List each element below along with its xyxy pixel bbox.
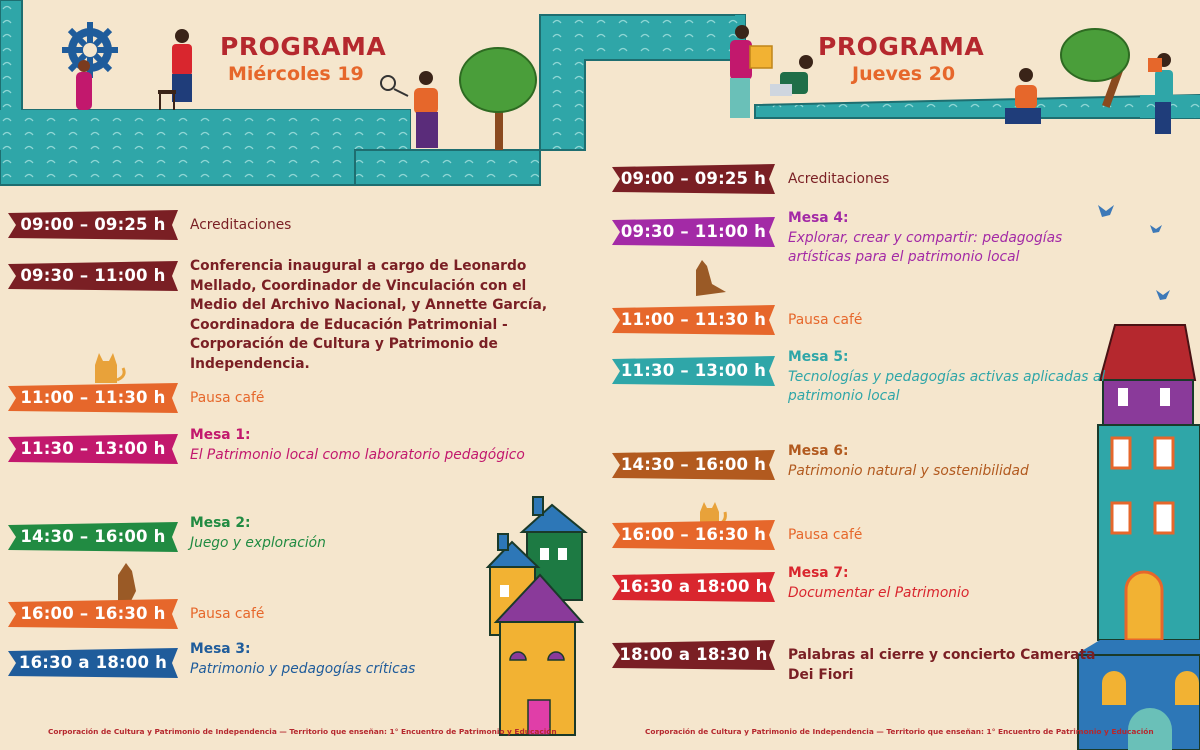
time-label: 16:00 – 16:30 h: [20, 604, 166, 623]
session-description: Pausa café: [788, 527, 863, 543]
session-text: [788, 526, 1118, 546]
session-subtitle: Documentar el Patrimonio: [788, 584, 970, 601]
session-title: Mesa 1:: [190, 427, 251, 443]
session-title: Mesa 5:: [788, 349, 849, 365]
session-description: Pausa café: [190, 606, 265, 622]
time-badge: [612, 305, 775, 335]
time-badge: [8, 648, 178, 678]
session-text: [788, 646, 1118, 685]
day1-heading: [220, 32, 386, 85]
time-badge: [612, 164, 775, 194]
time-label: 11:00 – 11:30 h: [620, 310, 767, 329]
footer-right: Corporación de Cultura y Patrimonio de Independencia — Territorio que enseñan: 1° Encuentro de Patrimonio y Educación: [645, 727, 1154, 736]
session-title: Mesa 7:: [788, 565, 849, 581]
session-description: Acreditaciones: [190, 217, 292, 233]
time-label: 14:30 – 16:00 h: [620, 455, 767, 474]
time-badge: [612, 217, 775, 247]
time-label: 09:30 – 11:00 h: [20, 266, 166, 285]
time-badge: [8, 383, 178, 413]
time-label: 09:00 – 09:25 h: [20, 215, 166, 234]
time-badge: [612, 450, 775, 480]
time-badge: [8, 599, 178, 629]
session-title: Mesa 4:: [788, 210, 849, 226]
session-description: Acreditaciones: [788, 171, 890, 187]
time-badge: [8, 261, 178, 291]
time-badge: [8, 522, 178, 552]
time-label: 16:30 a 18:00 h: [619, 577, 768, 596]
time-label: 16:00 – 16:30 h: [620, 525, 767, 544]
session-text: [788, 564, 1118, 603]
session-subtitle: Patrimonio natural y sostenibilidad: [788, 462, 1029, 479]
footer-left: Corporación de Cultura y Patrimonio de Independencia — Territorio que enseñan: 1° Encuentro de Patrimonio y Educación: [48, 727, 557, 736]
time-label: 11:30 – 13:00 h: [620, 361, 767, 380]
session-text: [190, 514, 550, 553]
session-text: [788, 209, 1118, 268]
session-text: [788, 348, 1118, 407]
time-label: 16:30 a 18:00 h: [18, 653, 168, 672]
session-subtitle: Juego y exploración: [190, 534, 326, 551]
time-badge: [612, 640, 775, 670]
session-text: [190, 216, 550, 236]
time-label: 09:00 – 09:25 h: [620, 169, 767, 188]
session-text: [788, 311, 1118, 331]
session-text: [190, 257, 550, 374]
time-label: 14:30 – 16:00 h: [20, 527, 166, 546]
session-title: Mesa 2:: [190, 515, 251, 531]
session-title: Mesa 3:: [190, 641, 251, 657]
session-subtitle: Explorar, crear y compartir: pedagogías artísticas para el patrimonio local: [788, 229, 1063, 265]
session-text: [788, 170, 1118, 190]
session-text: [190, 640, 550, 679]
day2-heading: [818, 32, 984, 85]
session-text: [190, 389, 550, 409]
time-badge: [8, 434, 178, 464]
session-text: [190, 426, 550, 465]
session-text: [190, 605, 550, 625]
time-badge: [612, 356, 775, 386]
day2-date: Jueves 20: [852, 63, 956, 85]
time-badge: [8, 210, 178, 240]
session-description: Conferencia inaugural a cargo de Leonardo Mellado, Coordinador de Vinculación con el Medio del Archivo Nacional, y Annette García, Coordinadora de Educación Patrimonial - Corporación de Cultura y Patrimonio de Independencia.: [190, 258, 548, 372]
time-label: 09:30 – 11:00 h: [620, 222, 767, 241]
time-badge: [612, 520, 775, 550]
time-label: 11:30 – 13:00 h: [20, 439, 166, 458]
session-text: [788, 442, 1118, 481]
tree-illustration: [460, 48, 536, 150]
session-subtitle: Tecnologías y pedagogías activas aplicadas al patrimonio local: [788, 368, 1106, 404]
session-description: Palabras al cierre y concierto Camerata Dei Fiori: [788, 647, 1096, 683]
session-description: Pausa café: [788, 312, 863, 328]
session-description: Pausa café: [190, 390, 265, 406]
day2-title: PROGRAMA: [818, 32, 985, 61]
day1-title: PROGRAMA: [220, 32, 387, 61]
session-title: Mesa 6:: [788, 443, 849, 459]
session-subtitle: Patrimonio y pedagogías críticas: [190, 660, 416, 677]
time-label: 18:00 a 18:30 h: [619, 645, 768, 664]
time-badge: [612, 572, 775, 602]
session-subtitle: El Patrimonio local como laboratorio pedagógico: [190, 446, 525, 463]
gear-person-illustration: [62, 22, 192, 110]
time-label: 11:00 – 11:30 h: [20, 388, 166, 407]
day1-date: Miércoles 19: [228, 63, 364, 85]
